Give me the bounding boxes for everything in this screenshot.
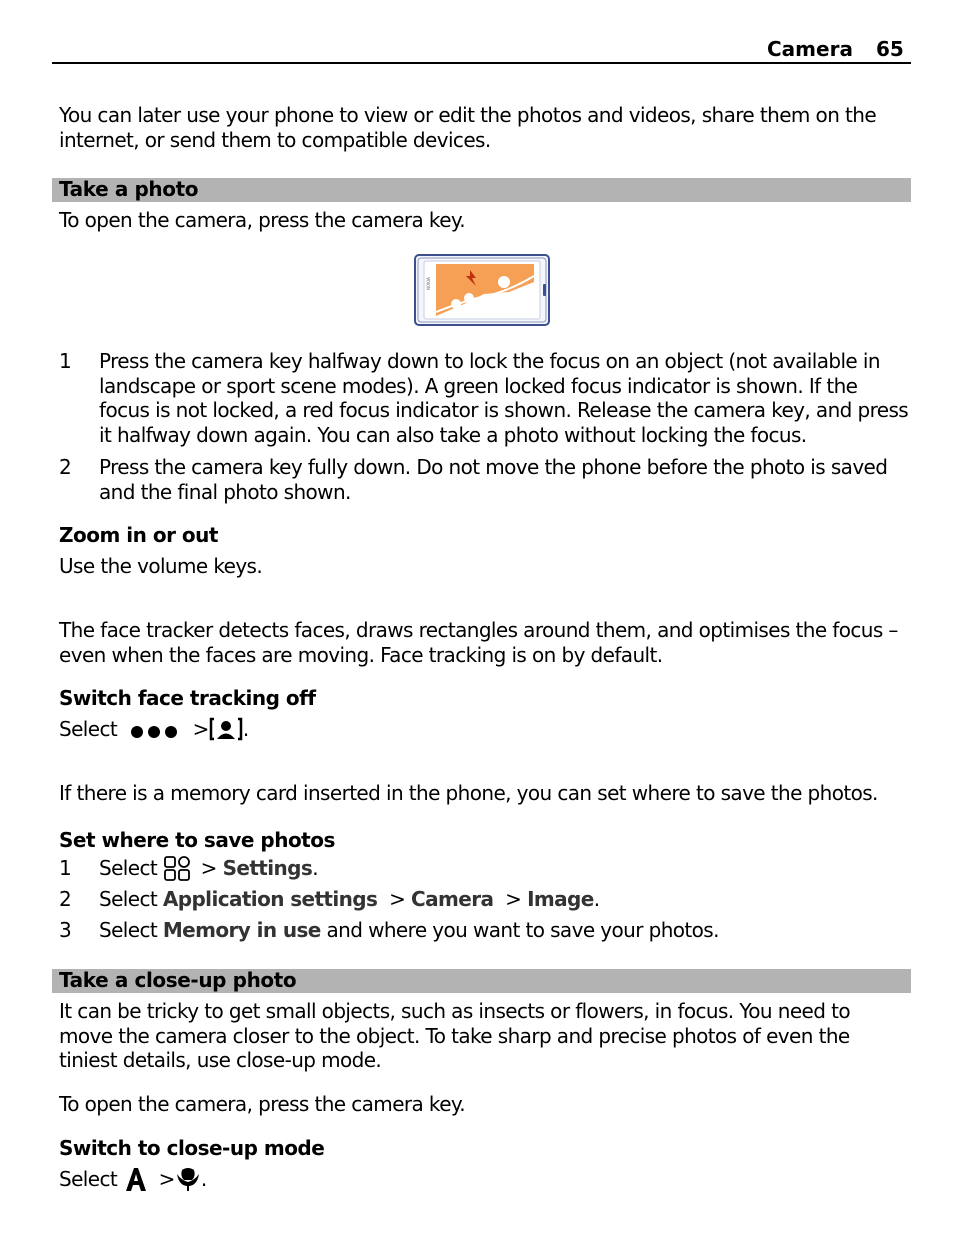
page-number: 65	[876, 37, 904, 61]
face-off-heading: Switch face tracking off	[59, 686, 316, 710]
menu-item-camera: Camera	[411, 887, 494, 911]
face-tracker-paragraph: The face tracker detects faces, draws rectangles around them, and optimises the focus – even when the faces are moving. Face tracking is on by default.	[59, 618, 898, 667]
save-step-3-rest: and where you want to save your photos.	[326, 918, 719, 942]
separator: >	[158, 1167, 175, 1191]
menu-item-settings: Settings	[222, 856, 313, 880]
menu-item-memory-in-use: Memory in use	[162, 918, 321, 942]
separator: >	[192, 717, 209, 741]
section-heading-take-photo	[52, 178, 911, 202]
save-photos-heading: Set where to save photos	[59, 828, 335, 852]
face-tracking-icon	[209, 716, 243, 742]
closeup-mode-heading: Switch to close-up mode	[59, 1136, 325, 1160]
running-header-section: Camera	[767, 37, 853, 61]
select-word: Select	[99, 887, 158, 911]
select-word: Select	[99, 918, 158, 942]
period: .	[593, 887, 600, 911]
separator: >	[389, 887, 406, 911]
section-heading-text: Take a photo	[59, 177, 199, 201]
options-dots-icon	[129, 724, 179, 738]
menu-item-application-settings: Application settings	[162, 887, 378, 911]
section-heading-close-up	[52, 969, 911, 993]
auto-scene-icon	[123, 1166, 149, 1192]
open-camera-text: To open the camera, press the camera key.	[59, 208, 466, 232]
step-text: Press the camera key halfway down to lock the focus on an object (not available in landscape or sport scene modes). A green locked focus indicator is shown. If the focus is not locked, a red focus indicator is shown. Release the camera key, and press it halfway down again. You can also take a photo without locking the focus.	[99, 349, 909, 447]
step-number: 3	[59, 918, 72, 942]
separator: >	[200, 856, 217, 880]
save-step-2	[99, 887, 909, 912]
step-number: 2	[59, 887, 72, 911]
closeup-paragraph: It can be tricky to get small objects, such as insects or flowers, in focus. You need to move the camera closer to the object. To take sharp and precise photos of even the tiniest details, use close-up mode.	[59, 999, 850, 1072]
closeup-open-camera-text: To open the camera, press the camera key.	[59, 1092, 466, 1116]
step-text: Press the camera key fully down. Do not move the phone before the photo is saved and the final photo shown.	[99, 455, 888, 504]
zoom-heading: Zoom in or out	[59, 523, 218, 547]
intro-paragraph: You can later use your phone to view or edit the photos and videos, share them on the internet, or send them to compatible devices.	[59, 103, 877, 152]
separator: >	[505, 887, 522, 911]
menu-item-image: Image	[527, 887, 594, 911]
section-heading-text: Take a close-up photo	[59, 968, 297, 992]
phone-camera-illustration	[414, 254, 550, 326]
header-rule	[52, 62, 911, 64]
memory-card-paragraph: If there is a memory card inserted in the phone, you can set where to save the photos.	[59, 781, 878, 805]
closeup-instruction	[59, 1167, 207, 1192]
select-word: Select	[99, 856, 158, 880]
select-word: Select	[59, 1167, 118, 1191]
close-up-flower-icon	[175, 1166, 201, 1192]
face-off-instruction	[59, 717, 249, 742]
save-step-3	[99, 918, 909, 943]
step-number: 1	[59, 856, 72, 880]
save-step-1	[99, 856, 909, 881]
phone-brand-label: NOKIA	[426, 277, 431, 290]
step-number: 1	[59, 349, 72, 373]
menu-grid-icon	[163, 855, 191, 881]
period: .	[200, 1167, 207, 1191]
zoom-text: Use the volume keys.	[59, 554, 263, 578]
period: .	[242, 717, 249, 741]
step-number: 2	[59, 455, 72, 479]
period: .	[312, 856, 318, 880]
select-word: Select	[59, 717, 118, 741]
